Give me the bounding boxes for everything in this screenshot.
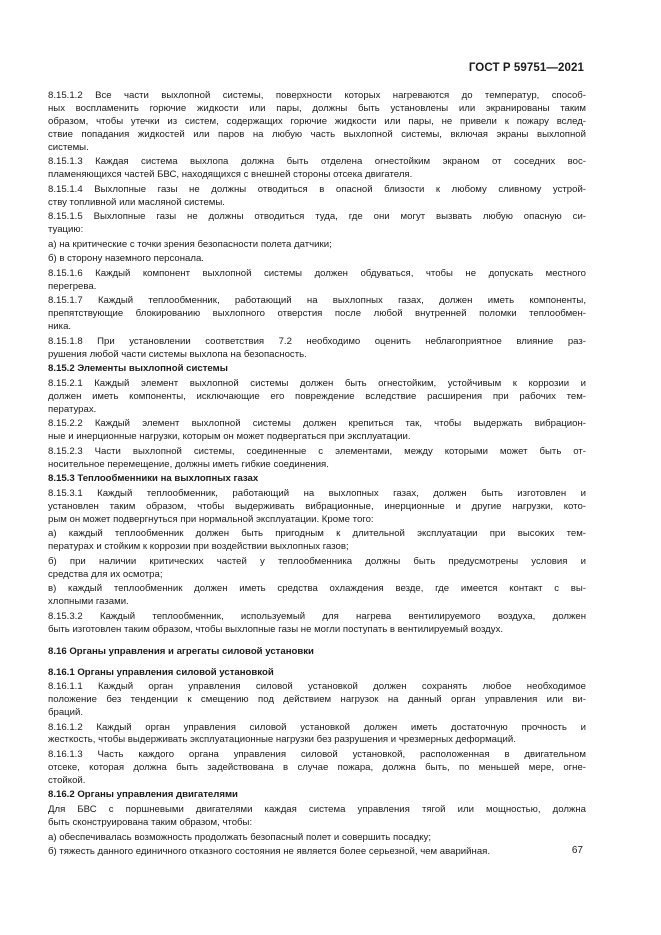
paragraph <box>48 418 586 444</box>
text-line: ствие попадания жидкостей или паров на любую часть выхлопной системы, включая экраны выхлопной <box>48 128 586 140</box>
text-line: перегрева. <box>48 280 97 292</box>
text-line: ника. <box>48 321 72 333</box>
text-line: рым он может подвергнуться при нормальной эксплуатации. Кроме того: <box>48 513 374 525</box>
text-line: пламеняющихся частей БВС, находящихся с внешней стороны отсека двигателя. <box>48 169 413 181</box>
paragraph <box>48 253 586 266</box>
text-line: туацию: <box>48 224 84 236</box>
text-line: 8.16 Органы управления и агрегаты силовой установки <box>48 645 314 657</box>
text-line: в) каждый теплообменник должен иметь средства охлаждения везде, где имеется контакт с вы- <box>48 583 586 595</box>
document-header: ГОСТ Р 59751—2021 <box>468 62 584 74</box>
paragraph <box>48 528 586 554</box>
page-number: 67 <box>571 845 583 856</box>
text-line: а) каждый теплообменник должен быть пригодным к длительной эксплуатации при высоких тем- <box>48 528 586 540</box>
paragraph <box>48 681 586 720</box>
paragraph <box>48 90 586 155</box>
text-line: отсеке, которая должна быть задействована в случае пожара, должна быть, по меньшей мере, огне- <box>48 761 586 773</box>
text-line: установлен таким образом, чтобы выдерживать вибрационные, инерционные и другие нагрузки, кото- <box>48 500 586 512</box>
text-line: быть изготовлен таким образом, чтобы выхлопные газы не могли поступать в вентилируемый воздух. <box>48 623 504 635</box>
text-line: пературах. <box>48 403 97 415</box>
text-line: 8.15.2 Элементы выхлопной системы <box>48 363 228 375</box>
text-line: хлопными газами. <box>48 596 129 608</box>
paragraph <box>48 556 586 582</box>
text-line: носительное перемещение, должны иметь гибкие соединения. <box>48 458 329 470</box>
text-line: 8.15.1.5 Выхлопные газы не должны отводиться туда, где они могут вызвать любую опасную си- <box>48 211 586 223</box>
text-line: пературах и стойким к коррозии при воздействии выхлопных газов; <box>48 541 349 553</box>
text-line: 8.15.1.4 Выхлопные газы не должны отводиться в опасной близости к любому сливному устрой- <box>48 183 586 195</box>
subsection-heading <box>48 789 586 802</box>
text-line: 8.15.1.3 Каждая система выхлопа должна быть отделена огнестойким экраном от соседних вос- <box>48 156 586 168</box>
paragraph <box>48 749 586 788</box>
text-line: 8.16.1 Органы управления силовой установкой <box>48 666 274 678</box>
paragraph <box>48 295 586 334</box>
text-line: должен иметь компоненты, исключающие его повреждение вследствие расширения при рабочих тем- <box>48 390 586 402</box>
text-line: средства для их осмотра; <box>48 568 163 580</box>
text-line: 8.15.2.1 Каждый элемент выхлопной системы должен быть огнестойким, устойчивым к коррозии и <box>48 377 586 389</box>
text-line: быть сконструирована таким образом, чтобы: <box>48 816 253 828</box>
text-line: 8.15.3.2 Каждый теплообменник, используемый для нагрева вентилируемого воздуха, должен <box>48 610 586 622</box>
text-line: ству топливной или масляной системы. <box>48 196 225 208</box>
subsection-heading <box>48 363 586 376</box>
text-line: Для БВС с поршневыми двигателями каждая система управления тягой или мощностью, должна <box>48 804 586 816</box>
text-line: ные и инерционные нагрузки, которым он может подвергаться при эксплуатации. <box>48 431 411 443</box>
text-line: б) тяжесть данного единичного отказного состояния не является более серьезной, чем аварийная. <box>48 846 491 858</box>
paragraph <box>48 804 586 830</box>
text-line: 8.16.2 Органы управления двигателями <box>48 789 238 801</box>
text-line: 8.16.1.2 Каждый орган управления силовой установкой должен иметь достаточную прочность и <box>48 721 586 733</box>
paragraph <box>48 846 586 859</box>
text-line: жесткость, чтобы выдерживать эксплуатационные нагрузки без разрушения и чрезмерных деформаций. <box>48 734 516 746</box>
text-line: 8.15.2.3 Части выхлопной системы, соединенные с элементами, между которыми может быть от- <box>48 445 586 457</box>
section-heading <box>48 646 586 659</box>
paragraph <box>48 611 586 637</box>
text-line: б) в сторону наземного персонала. <box>48 253 204 265</box>
text-line: 8.15.1.6 Каждый компонент выхлопной системы должен обдуваться, чтобы не допускать местного <box>48 267 586 279</box>
document-body <box>48 90 586 861</box>
text-line: а) на критические с точки зрения безопасности полета датчики; <box>48 238 332 250</box>
paragraph <box>48 184 586 210</box>
paragraph <box>48 156 586 182</box>
text-line: 8.15.1.2 Все части выхлопной системы, поверхности которых нагреваются до температур, способ- <box>48 90 586 101</box>
text-line: рушения любой части системы выхлопа на безопасность. <box>48 348 307 360</box>
text-line: ных воспламенить горючие жидкости или пары, должны быть установлены или экранированы таким <box>48 102 586 114</box>
text-line: 8.15.1.7 Каждый теплообменник, работающий на выхлопных газах, должен иметь компоненты, <box>48 295 586 307</box>
text-line: 8.15.2.2 Каждый элемент выхлопной системы должен крепиться так, чтобы выдержать вибрацион- <box>48 418 586 430</box>
subsection-heading <box>48 473 586 486</box>
text-line: 8.15.3 Теплообменники на выхлопных газах <box>48 473 259 485</box>
paragraph <box>48 211 586 237</box>
paragraph <box>48 446 586 472</box>
text-line: 8.16.1.1 Каждый орган управления силовой установкой должен сохранять любое необходимое <box>48 681 586 693</box>
paragraph <box>48 488 586 527</box>
text-line: системы. <box>48 141 89 153</box>
paragraph <box>48 336 586 362</box>
paragraph <box>48 722 586 748</box>
text-line: образом, чтобы утечки из систем, содержащих горючие жидкости или пары, не привели к пожару вслед- <box>48 115 586 127</box>
text-line: стойкой. <box>48 774 86 786</box>
text-line: 8.15.1.8 При установлении соответствия 7.2 необходимо оценить неблагоприятное влияние раз- <box>48 335 586 347</box>
text-line: препятствующие блокированию выхлопного отверстия после любой внутренней поломки теплообмен- <box>48 308 586 320</box>
paragraph <box>48 832 586 845</box>
paragraph <box>48 583 586 609</box>
paragraph <box>48 239 586 252</box>
paragraph <box>48 268 586 294</box>
text-line: браций. <box>48 706 84 718</box>
text-line: а) обеспечивалась возможность продолжать безопасный полет и совершить посадку; <box>48 831 432 843</box>
text-line: б) при наличии критических частей у теплообменника должны быть предусмотрены условия и <box>48 555 586 567</box>
subsection-heading <box>48 667 586 680</box>
paragraph <box>48 378 586 417</box>
text-line: положение без тенденции к смещению под действием нагрузок на данный орган управления или ви- <box>48 694 586 706</box>
text-line: 8.16.1.3 Часть каждого органа управления силовой установкой, расположенная в двигательном <box>48 749 586 761</box>
text-line: 8.15.3.1 Каждый теплообменник, работающий на выхлопных газах, должен быть изготовлен и <box>48 487 586 499</box>
